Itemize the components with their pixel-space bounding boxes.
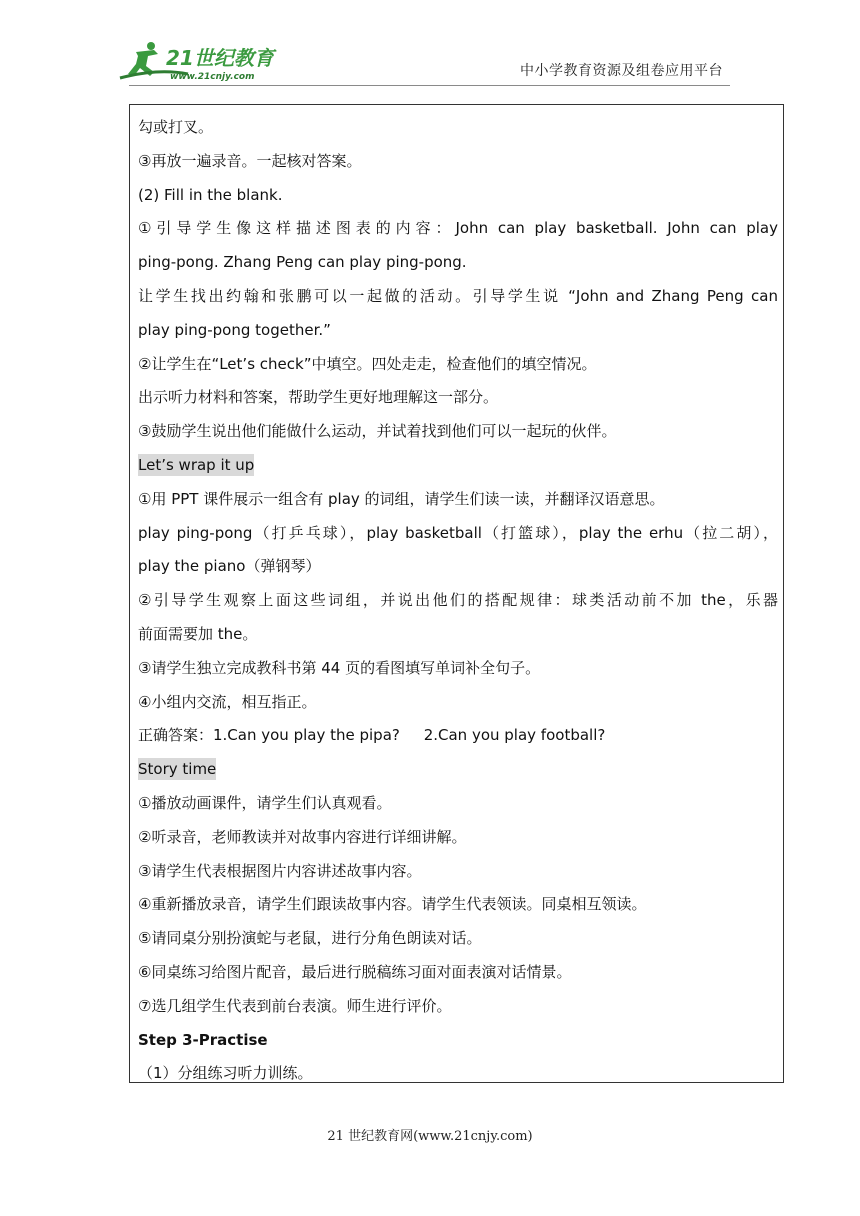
text-line: ②引导学生观察上面这些词组，并说出他们的搭配规律：球类活动前不加 the，乐器 [138,591,778,610]
text-line: ②让学生在“Let’s check”中填空。四处走走，检查他们的填空情况。 [138,354,597,373]
text-line: ①播放动画课件，请学生们认真观看。 [138,793,392,812]
logo-text: 21世纪教育 [166,46,274,70]
section-heading-story-time: Story time [138,760,217,779]
text-line: ④小组内交流，相互指正。 [138,692,317,711]
answer-line: 正确答案：1.Can you play the pipa? 2.Can you play football? [138,726,606,745]
step-3-heading: Step 3-Practise [138,1030,268,1049]
text-line: ping-pong. Zhang Peng can play ping-pong. [138,253,467,272]
page-footer: 21 世纪教育网(www.21cnjy.com) [327,1129,533,1144]
page-header [0,0,860,90]
text-line: ④重新播放录音，请学生们跟读故事内容。请学生代表领读。同桌相互领读。 [138,895,647,914]
text-line: ⑦选几组学生代表到前台表演。师生进行评价。 [138,996,452,1015]
section-heading [138,449,778,483]
logo-url: www.21cnjy.com [170,72,255,82]
platform-name: 中小学教育资源及组卷应用平台 [520,63,723,79]
header-divider [129,85,730,86]
text-line: 勾或打叉。 [138,118,214,136]
text-line: (2) Fill in the blank. [138,185,283,204]
section-heading-wrap-up: Let’s wrap it up [138,455,255,474]
section-heading [138,753,778,787]
text-line: 让学生找出约翰和张鹏可以一起做的活动。引导学生说 “John and Zhang Peng can [138,286,778,305]
text-line: ⑤请同桌分别扮演蛇与老鼠，进行分角色朗读对话。 [138,929,482,948]
step-heading [138,1024,778,1058]
lesson-text [138,111,778,1091]
text-line: 出示听力材料和答案，帮助学生更好地理解这一部分。 [138,388,499,407]
text-line: （1）分组练习听力训练。 [138,1064,313,1083]
text-line: ①引导学生像这样描述图表的内容：John can play basketball. John can play [138,219,778,238]
text-line: play ping-pong together.” [138,320,331,339]
text-line: ③鼓励学生说出他们能做什么运动，并试着找到他们可以一起玩的伙伴。 [138,422,617,441]
text-line: ②听录音，老师教读并对故事内容进行详细讲解。 [138,827,467,846]
21cnjy-logo [118,38,288,84]
text-line: play ping-pong（打乒乓球），play basketball（打篮球），play the erhu（拉二胡）， [138,523,778,542]
text-line: ③请学生独立完成教科书第 44 页的看图填写单词补全句子。 [138,658,541,677]
text-line: ③请学生代表根据图片内容讲述故事内容。 [138,861,422,880]
lesson-content-box [129,104,784,1083]
text-line: play the piano（弹钢琴） [138,557,321,576]
text-line: ⑥同桌练习给图片配音，最后进行脱稿练习面对面表演对话情景。 [138,962,572,981]
text-line: ①用 PPT 课件展示一组含有 play 的词组，请学生们读一读，并翻译汉语意思。 [138,489,665,508]
text-line: 前面需要加 the。 [138,624,258,643]
text-line: ③再放一遍录音。一起核对答案。 [138,151,362,170]
